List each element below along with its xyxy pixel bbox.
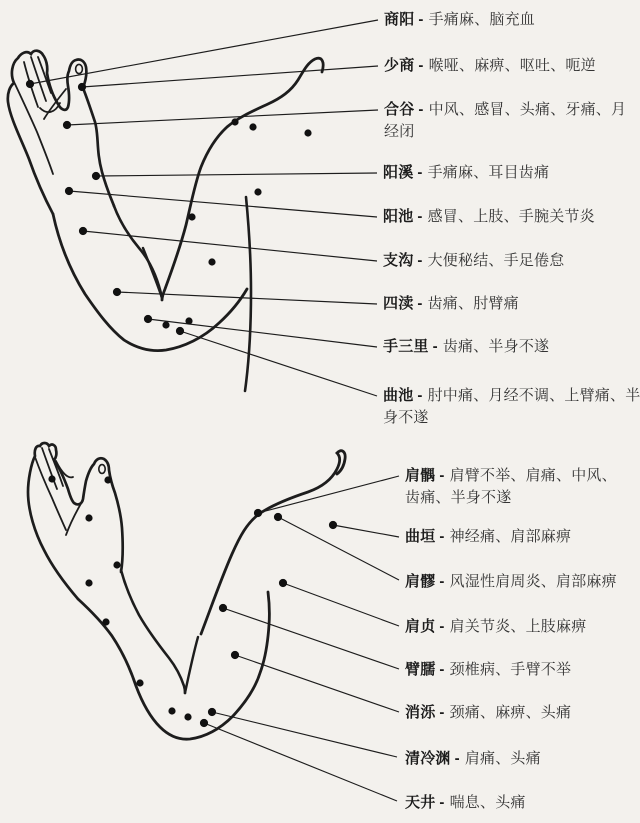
upper-elbow-crease <box>143 248 162 298</box>
acupoint-symptoms: 神经痛、肩部麻痹 <box>449 528 572 545</box>
acupoint-label-shaoshang <box>384 55 637 77</box>
separator: - <box>439 794 445 811</box>
upper-arm-s-curve <box>162 58 323 300</box>
acupoint-dot[interactable] <box>304 129 311 136</box>
acupoint-dot[interactable] <box>78 83 86 91</box>
acupoint-name: 曲池 <box>383 387 414 404</box>
upper-hand-outline <box>8 51 114 214</box>
acupoint-name: 合谷 <box>384 101 415 118</box>
acupoint-name: 四渎 <box>383 295 414 312</box>
acupoint-name: 商阳 <box>384 11 415 28</box>
acupoint-dot[interactable] <box>104 476 111 483</box>
acupoint-label-xiaoluo <box>405 702 637 724</box>
upper-forearm-inner-edge <box>114 206 162 298</box>
upper-arm-figure <box>8 51 323 391</box>
lower-thumbnail <box>99 465 105 474</box>
acupoint-name: 消泺 <box>405 704 436 721</box>
separator: - <box>439 573 445 590</box>
acupoint-label-yangchi <box>383 206 636 228</box>
acupoint-name: 臂臑 <box>405 661 436 678</box>
separator: - <box>418 57 424 74</box>
lower-arm-figure <box>28 443 345 739</box>
acupoint-dot[interactable] <box>144 315 152 323</box>
acupoint-dot[interactable] <box>274 513 282 521</box>
separator: - <box>417 208 423 225</box>
separator: - <box>454 750 460 767</box>
acupoint-dot[interactable] <box>200 719 208 727</box>
acupoint-dot[interactable] <box>279 579 287 587</box>
acupoint-name: 支沟 <box>383 252 414 269</box>
acupoint-dot[interactable] <box>113 561 120 568</box>
acupoint-symptoms: 大便秘结、手足倦怠 <box>427 252 565 269</box>
acupoint-symptoms: 齿痛、半身不遂 <box>442 338 550 355</box>
lower-finger-creases <box>35 448 83 535</box>
leader-line <box>30 20 378 84</box>
acupoint-dot[interactable] <box>85 579 92 586</box>
leader-line <box>82 66 378 87</box>
acupoint-label-hegu <box>384 99 634 143</box>
acupoint-name: 阳池 <box>383 208 414 225</box>
acupoint-symptoms: 肘中痛、月经不调、上臂痛、半身不遂 <box>383 387 640 426</box>
lower-elbow-crease <box>185 637 198 693</box>
acupoint-label-jianzhen <box>405 616 637 638</box>
leader-line <box>67 110 378 125</box>
acupoint-symptoms: 肩痛、头痛 <box>464 750 541 767</box>
acupoint-label-zhigou <box>383 250 636 272</box>
acupoint-dot[interactable] <box>184 713 191 720</box>
acupoint-dot[interactable] <box>92 172 100 180</box>
acupoint-name: 手三里 <box>383 338 429 355</box>
acupoint-dot[interactable] <box>231 118 238 125</box>
acupoint-label-binao <box>405 659 637 681</box>
acupoint-symptoms: 风湿性肩周炎、肩部麻痹 <box>449 573 617 590</box>
acupoint-dot[interactable] <box>48 475 55 482</box>
acupoint-dot[interactable] <box>208 258 215 265</box>
acupoint-dot[interactable] <box>188 213 195 220</box>
acupoint-label-yangxi <box>383 162 636 184</box>
leader-line <box>83 231 377 261</box>
acupoint-dot[interactable] <box>162 321 169 328</box>
acupoint-dot[interactable] <box>65 187 73 195</box>
lower-hand-outline <box>28 443 123 599</box>
separator: - <box>417 295 423 312</box>
acupoint-symptoms: 颈椎病、手臂不举 <box>449 661 572 678</box>
acupoint-dot[interactable] <box>168 707 175 714</box>
acupoint-dot[interactable] <box>26 80 34 88</box>
acupoint-symptoms: 喉哑、麻痹、呕吐、呃逆 <box>428 57 596 74</box>
acupoint-name: 天井 <box>405 794 436 811</box>
acupoint-name: 肩髃 <box>405 467 436 484</box>
leader-line <box>283 583 399 626</box>
separator: - <box>439 618 445 635</box>
leader-line <box>69 191 377 217</box>
acupoint-dot[interactable] <box>85 514 92 521</box>
acupoint-name: 阳溪 <box>383 164 414 181</box>
separator: - <box>432 338 438 355</box>
acupoint-name: 肩贞 <box>405 618 436 635</box>
acupoint-symptoms: 肩臂不举、肩痛、中风、齿痛、半身不遂 <box>405 467 617 506</box>
acupoint-dot[interactable] <box>136 679 143 686</box>
separator: - <box>417 164 423 181</box>
leader-line <box>204 723 397 801</box>
acupoint-label-shousanli <box>383 336 636 358</box>
acupoint-dot[interactable] <box>231 651 239 659</box>
acupoint-symptoms: 手痛麻、耳目齿痛 <box>427 164 550 181</box>
separator: - <box>417 387 423 404</box>
acupoint-symptoms: 中风、感冒、头痛、牙痛、月经闭 <box>384 101 627 140</box>
leader-line <box>212 712 397 757</box>
acupoint-markers <box>26 20 399 801</box>
acupoint-label-qinglengyuan <box>405 748 637 770</box>
separator: - <box>439 661 445 678</box>
leader-line <box>117 292 377 304</box>
acupoint-label-jianliao <box>405 571 637 593</box>
leader-line <box>333 525 399 537</box>
acupoint-name: 肩髎 <box>405 573 436 590</box>
acupoint-label-quyuan <box>405 526 637 548</box>
acupoint-label-sidu <box>383 293 636 315</box>
acupoint-symptoms: 喘息、头痛 <box>449 794 526 811</box>
acupoint-symptoms: 感冒、上肢、手腕关节炎 <box>427 208 595 225</box>
acupoint-label-tianjing <box>405 792 637 814</box>
acupoint-dot[interactable] <box>102 618 109 625</box>
acupoint-name: 曲垣 <box>405 528 436 545</box>
leader-line <box>235 655 399 712</box>
acupoint-label-shangyang <box>384 9 637 31</box>
acupoint-dot[interactable] <box>79 227 87 235</box>
acupoint-symptoms: 肩关节炎、上肢麻痹 <box>449 618 587 635</box>
acupoint-dot[interactable] <box>254 509 262 517</box>
acupoint-symptoms: 齿痛、肘臂痛 <box>427 295 519 312</box>
separator: - <box>439 704 445 721</box>
acupoint-dot[interactable] <box>63 121 71 129</box>
acupoint-dot[interactable] <box>249 123 256 130</box>
acupoint-symptoms: 手痛麻、脑充血 <box>428 11 536 28</box>
separator: - <box>418 11 424 28</box>
leader-line <box>180 331 377 396</box>
upper-thumbnail <box>76 64 83 73</box>
leader-line <box>96 173 377 176</box>
acupoint-label-quchi <box>383 385 640 429</box>
upper-elbow-inner-contour <box>245 197 251 391</box>
acupoint-dot[interactable] <box>254 188 261 195</box>
separator: - <box>439 467 445 484</box>
acupoint-dot[interactable] <box>208 708 216 716</box>
separator: - <box>439 528 445 545</box>
separator: - <box>417 252 423 269</box>
acupoint-dot[interactable] <box>219 604 227 612</box>
acupoint-dot[interactable] <box>185 317 192 324</box>
acupoint-label-jianyu <box>405 465 620 509</box>
acupoint-dot[interactable] <box>329 521 337 529</box>
acupoint-dot[interactable] <box>113 288 121 296</box>
acupoint-symptoms: 颈痛、麻痹、头痛 <box>449 704 572 721</box>
upper-finger-creases <box>15 57 66 174</box>
acupoint-name: 少商 <box>384 57 415 74</box>
acupoint-dot[interactable] <box>176 327 184 335</box>
separator: - <box>418 101 424 118</box>
acupoint-name: 清冷渊 <box>405 750 451 767</box>
